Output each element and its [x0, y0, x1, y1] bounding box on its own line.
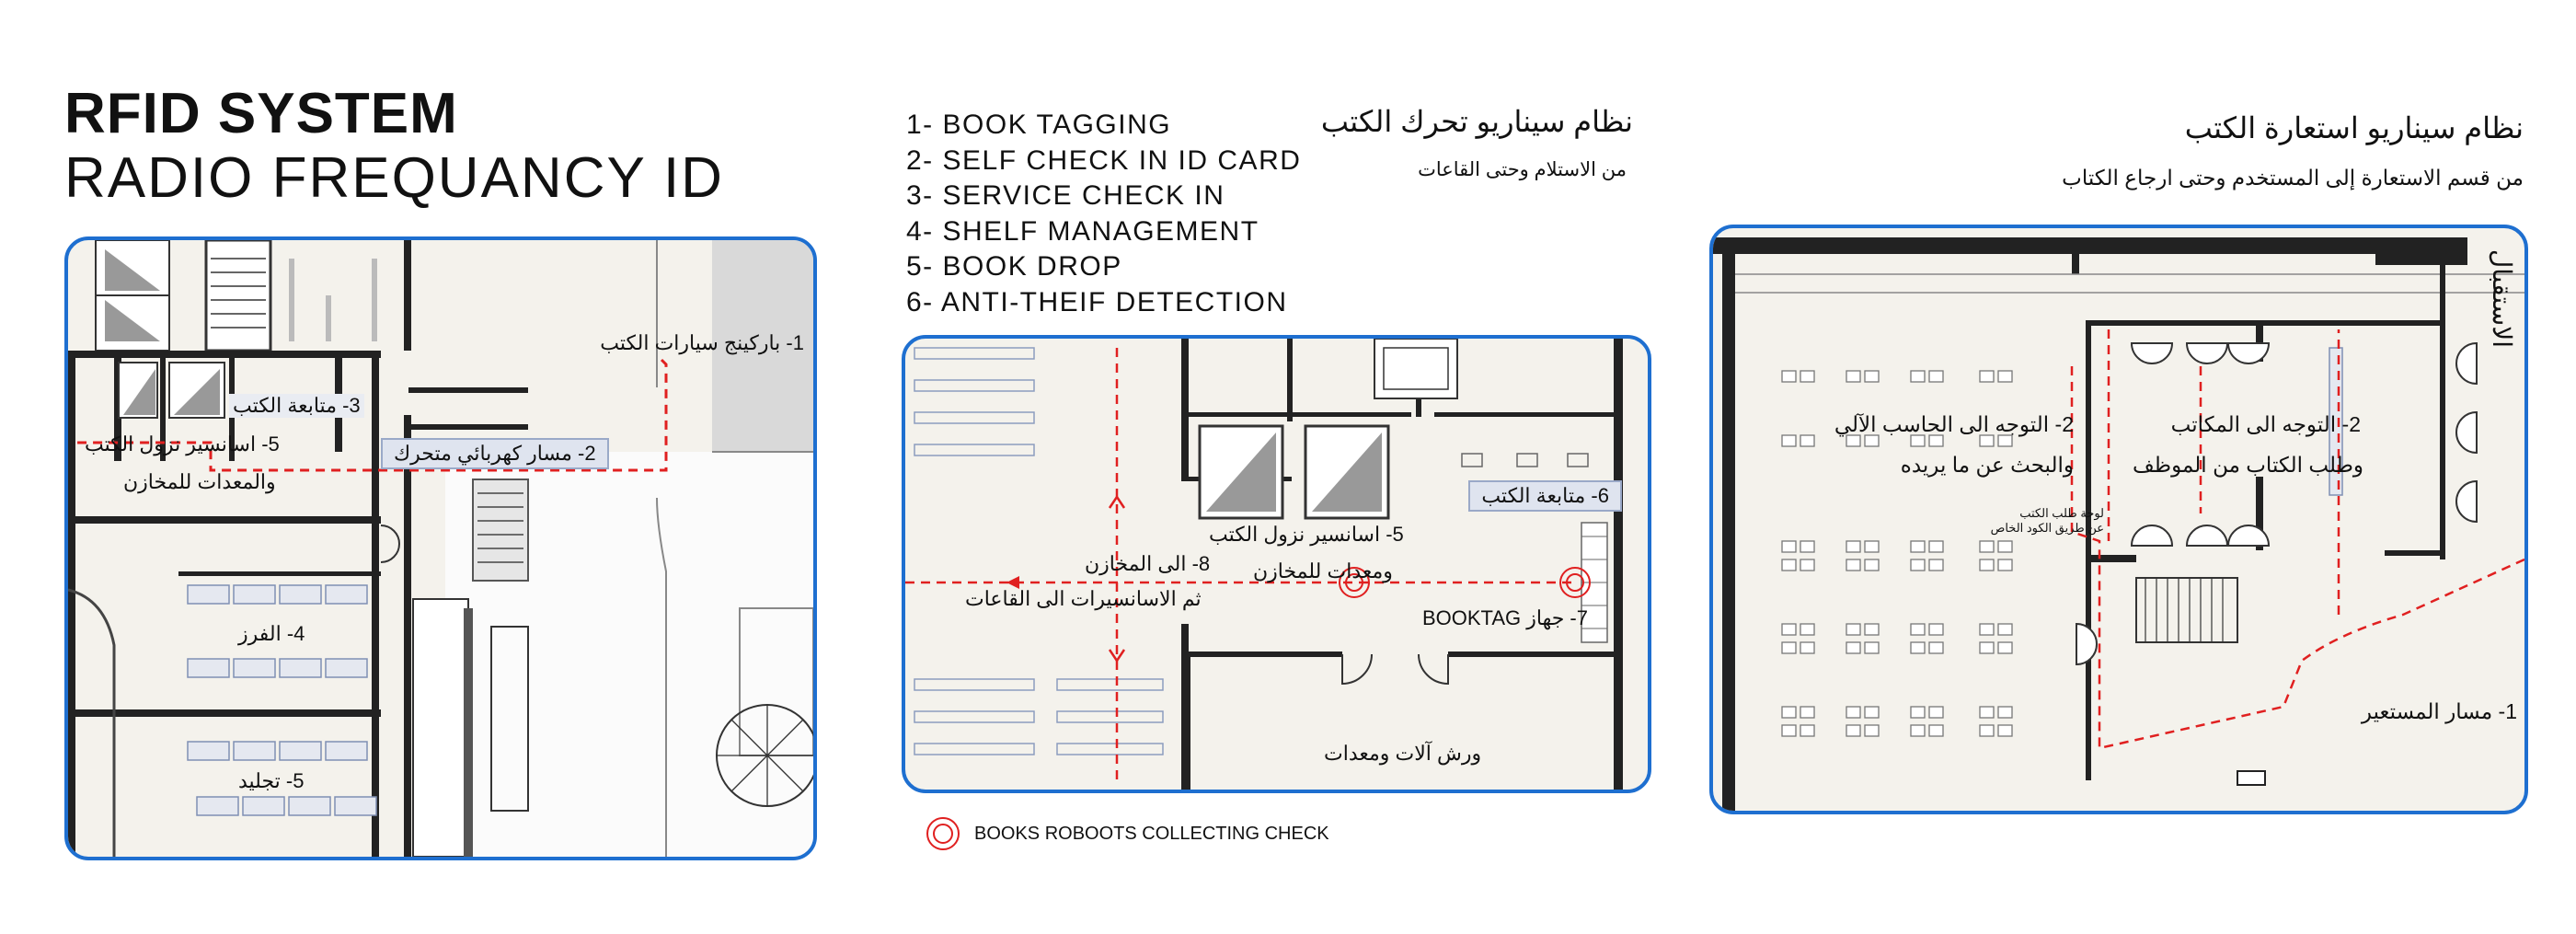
- stores-label-1: 8- الى المخازن: [1085, 552, 1211, 575]
- legend-item: 2- SELF CHECK IN ID CARD: [906, 144, 1302, 176]
- desks-label-1: 2- التوجه الى المكاتب: [2170, 412, 2361, 436]
- elevator-label-1: 5- اسانسير نزول الكتب: [1209, 523, 1404, 546]
- binding-label: 5- تجليد: [238, 769, 305, 792]
- main-title: RFID SYSTEM: [64, 82, 458, 145]
- elevator-label-1: 5- اسانسير نزول الكتب: [85, 432, 280, 455]
- follow-label: 3- متابعة الكتب: [229, 394, 364, 418]
- elevator-label-2: والمعدات للمخازن: [123, 470, 276, 493]
- movement-scenario-subtitle: من الاستلام وحتى القاعات: [1418, 159, 1627, 180]
- elevator-label-2: ومعدات للمخازن: [1253, 559, 1393, 582]
- booktag-label: 7- جهاز BOOKTAG: [1421, 606, 1588, 629]
- sorting-label: 4- الفرز: [238, 622, 305, 645]
- main-subtitle: RADIO FREQUANCY ID: [64, 146, 724, 210]
- movement-scenario-title: نظام سيناريو تحرك الكتب: [1320, 105, 1633, 138]
- reception-label: الاستقبال: [2488, 248, 2516, 348]
- parking-label: 1- باركينج سيارات الكتب: [600, 331, 804, 354]
- stores-label-2: ثم الاسانسيرات الى القاعات: [965, 587, 1202, 610]
- legend-item: 6- ANTI-THEIF DETECTION: [906, 286, 1288, 317]
- features-legend: [906, 108, 1301, 321]
- plan-right: [1709, 225, 2528, 814]
- desks-label-2: وطلب الكتاب من الموظف: [2132, 453, 2363, 477]
- robots-legend-label: BOOKS ROBOOTS COLLECTING CHECK: [974, 823, 1329, 844]
- legend-item: 3- SERVICE CHECK IN: [906, 180, 1225, 212]
- plan-middle: [902, 335, 1651, 793]
- legend-item: 5- BOOK DROP: [906, 251, 1122, 283]
- borrower-path-label: 1- مسار المستعير: [2361, 699, 2517, 723]
- follow-label: 6- متابعة الكتب: [1468, 480, 1622, 512]
- robot-circle-icon: [925, 815, 961, 852]
- track-label: 2- مسار كهربائي متحرك: [381, 438, 609, 469]
- robots-legend: [925, 815, 1329, 852]
- borrow-scenario-subtitle: من قسم الاستعارة إلى المستخدم وحتى ارجاع الكتاب: [2062, 166, 2524, 190]
- legend-item: 1- BOOK TAGGING: [906, 110, 1172, 140]
- pc-label-1: 2- التوجه الى الحاسب الآلي: [1834, 412, 2074, 436]
- workshops-label: ورش آلات ومعدات: [1324, 742, 1482, 765]
- plan-left: [64, 236, 817, 860]
- borrow-scenario-title: نظام سيناريو استعارة الكتب: [2184, 111, 2524, 144]
- board-label-1: لوحة طلب الكتب: [2019, 506, 2104, 520]
- board-label-2: عن طريق الكود الخاص: [1990, 521, 2104, 535]
- pc-label-2: والبحث عن ما يريده: [1900, 453, 2074, 477]
- legend-item: 4- SHELF MANAGEMENT: [906, 215, 1259, 247]
